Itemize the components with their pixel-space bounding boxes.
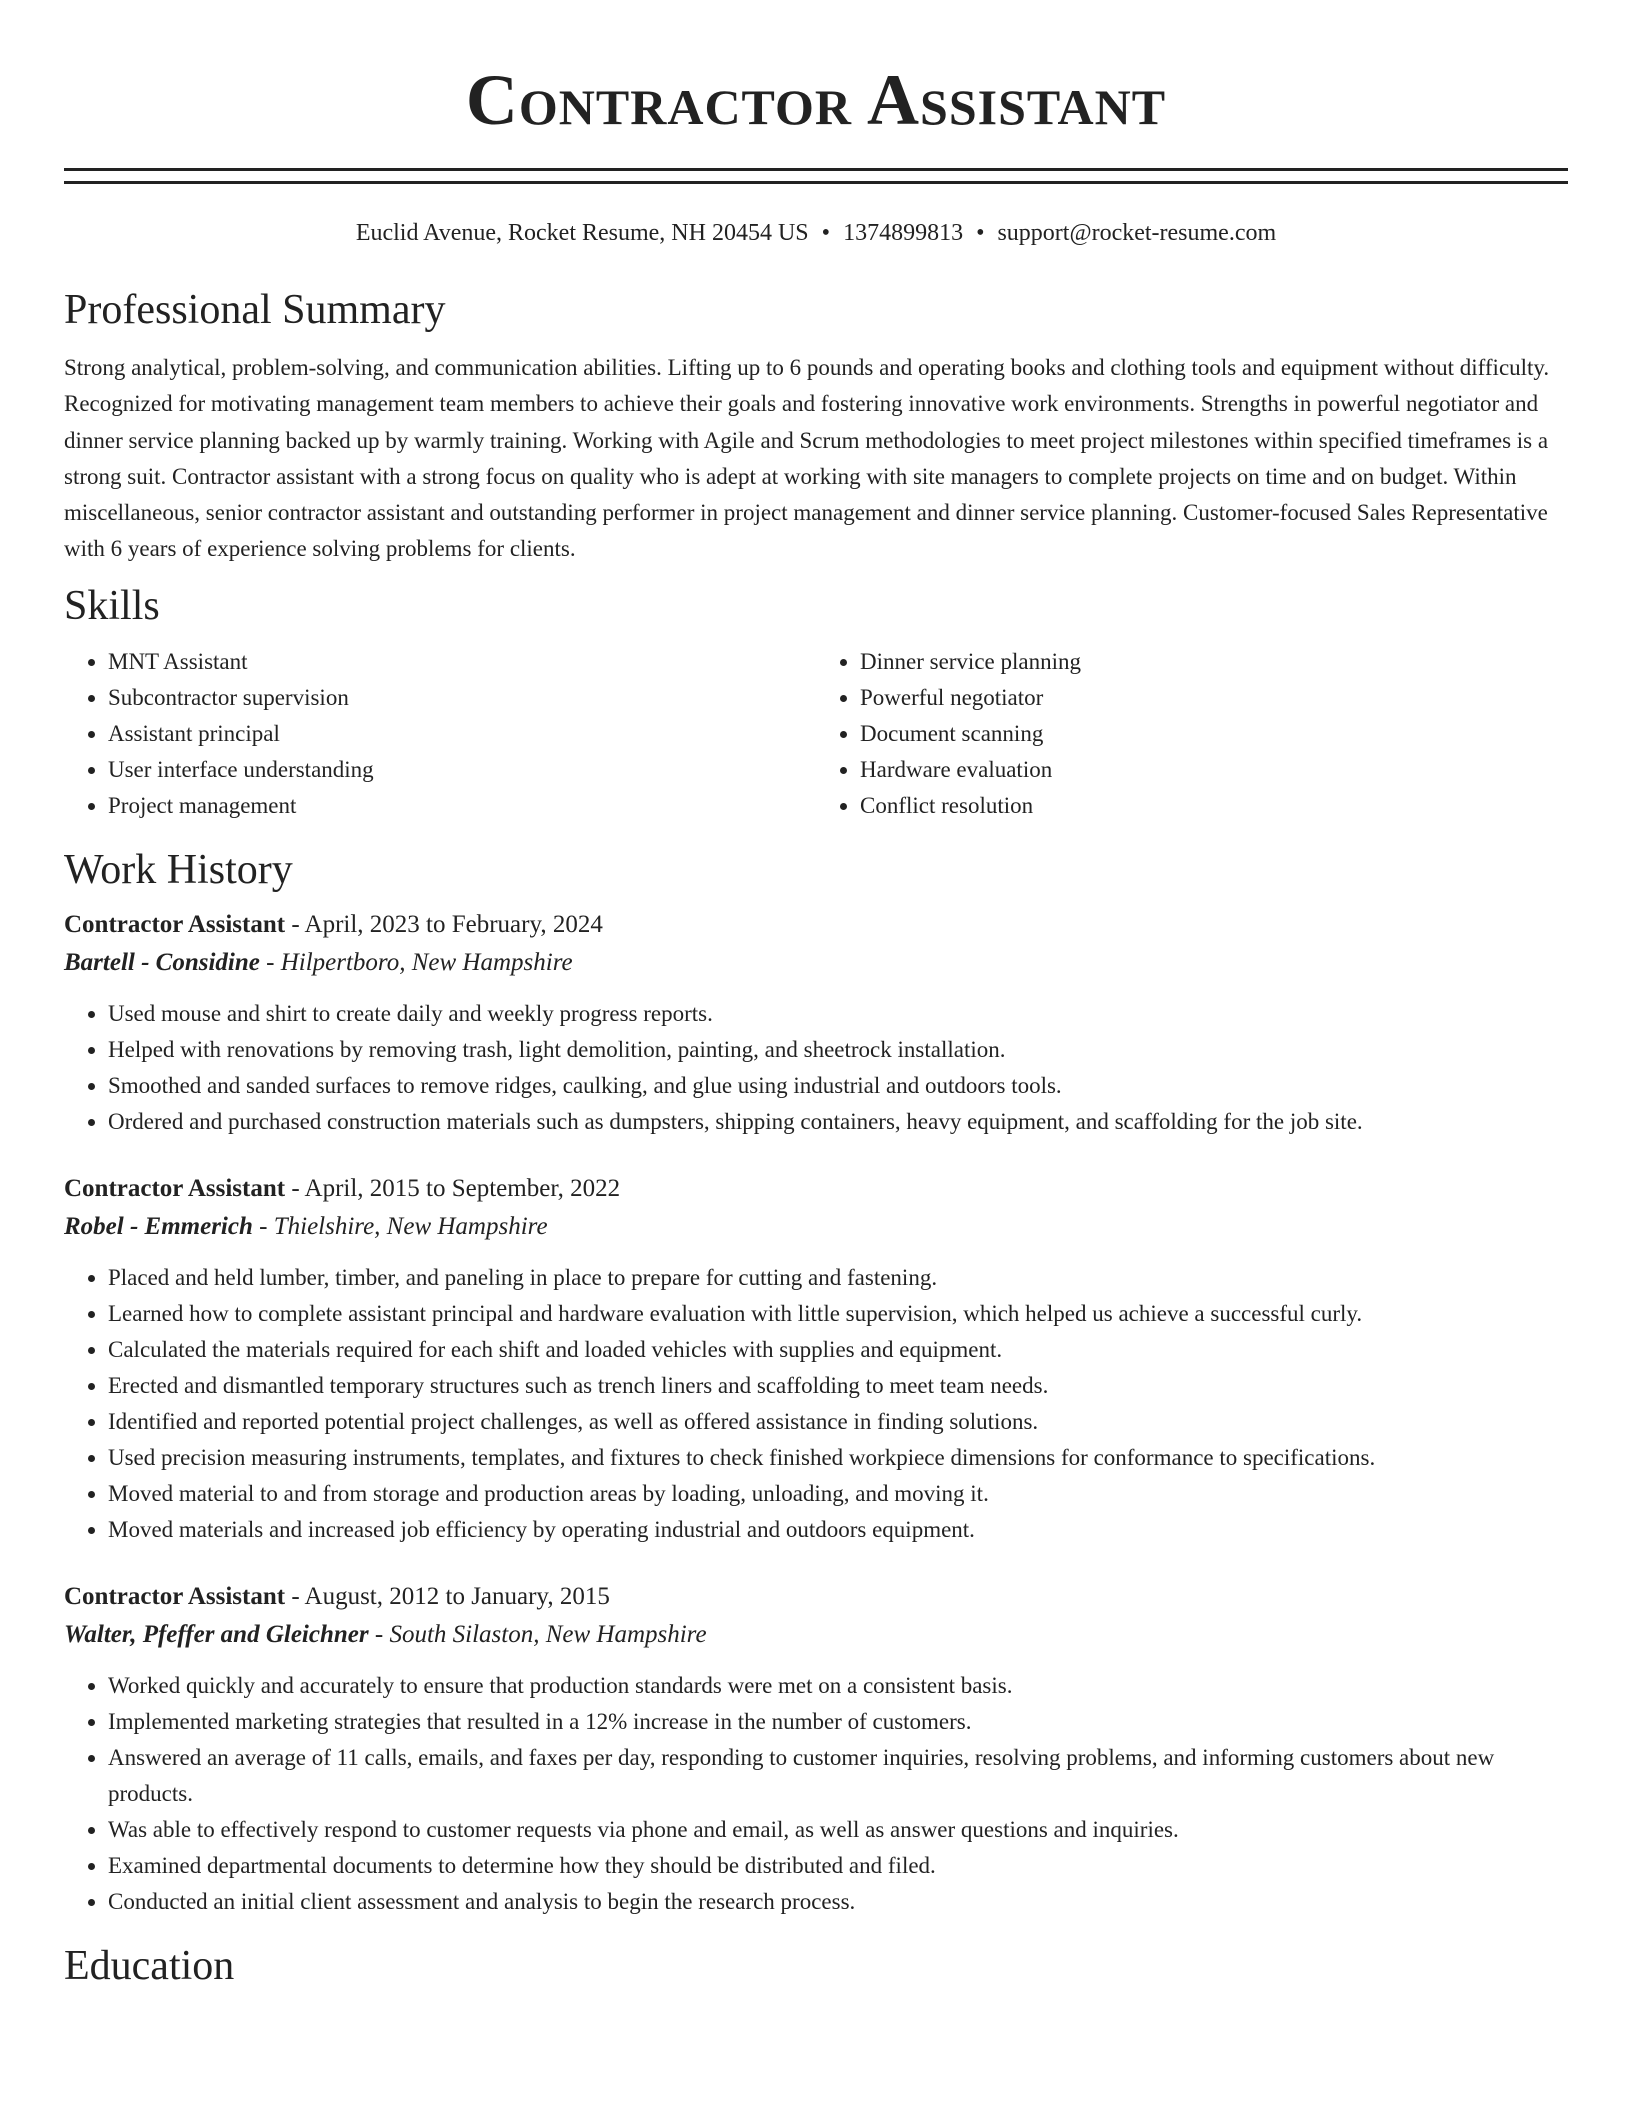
employer-location: South Silaston, New Hampshire: [389, 1620, 707, 1648]
skill-item: • Hardware evaluation: [860, 752, 1568, 788]
job-bullet: • Used precision measuring instruments, templates, and fixtures to check finished workpiece dimensions for conformance to specifications.: [108, 1440, 1568, 1476]
job-dates: April, 2015 to September, 2022: [304, 1174, 621, 1202]
job-bullet: • Worked quickly and accurately to ensure that production standards were met on a consistent basis.: [108, 1668, 1568, 1704]
job-title-line: Contractor Assistant - April, 2015 to September, 2022: [64, 1174, 621, 1202]
skill-item: • Conflict resolution: [860, 788, 1568, 824]
employer-line: Walter, Pfeffer and Gleichner - South Silaston, New Hampshire: [64, 1620, 707, 1648]
employer-location: Hilpertboro, New Hampshire: [280, 948, 573, 976]
job-bullet: • Used mouse and shirt to create daily and weekly progress reports.: [108, 996, 1568, 1032]
contact-separator: •: [821, 220, 831, 246]
job-bullet: • Calculated the materials required for each shift and loaded vehicles with supplies and equipment.: [108, 1332, 1568, 1368]
skill-item: • MNT Assistant: [108, 644, 816, 680]
skill-item: • Powerful negotiator: [860, 680, 1568, 716]
employer-location: Thielshire, New Hampshire: [273, 1212, 548, 1240]
skill-item: • Dinner service planning: [860, 644, 1568, 680]
job-bullet: • Placed and held lumber, timber, and paneling in place to prepare for cutting and fastening.: [108, 1260, 1568, 1296]
job-bullet: • Moved material to and from storage and production areas by loading, unloading, and moving it.: [108, 1476, 1568, 1512]
contact-address: Euclid Avenue, Rocket Resume, NH 20454 US: [355, 220, 809, 246]
education-heading: Education: [64, 1942, 235, 1989]
employer-name: Walter, Pfeffer and Gleichner: [64, 1620, 369, 1648]
skills-heading: Skills: [64, 582, 160, 629]
work-history-heading: Work History: [64, 846, 293, 893]
skills-columns: [64, 644, 1568, 824]
job-entry: [64, 1170, 1568, 1548]
job-bullet: • Moved materials and increased job efficiency by operating industrial and outdoors equipment.: [108, 1512, 1568, 1548]
contact-separator: •: [976, 220, 985, 246]
employer-name: Robel - Emmerich: [64, 1212, 253, 1240]
skill-item: • Subcontractor supervision: [108, 680, 816, 716]
employer-line: Bartell - Considine - Hilpertboro, New Hampshire: [64, 948, 573, 976]
job-bullet: • Identified and reported potential project challenges, as well as offered assistance in finding solutions.: [108, 1404, 1568, 1440]
header-double-rule: [64, 168, 1568, 184]
job-bullet: • Ordered and purchased construction materials such as dumpsters, shipping containers, heavy equipment, and scaffolding for the job site.: [108, 1104, 1568, 1140]
job-bullet: • Smoothed and sanded surfaces to remove ridges, caulking, and glue using industrial and outdoors tools.: [108, 1068, 1568, 1104]
job-title: Contractor Assistant: [64, 1582, 286, 1610]
job-bullet: • Conducted an initial client assessment and analysis to begin the research process.: [108, 1884, 1568, 1920]
job-bullet: • Helped with renovations by removing trash, light demolition, painting, and sheetrock installation.: [108, 1032, 1568, 1068]
job-bullet: • Learned how to complete assistant principal and hardware evaluation with little supervision, which helped us achieve a successful curly.: [108, 1296, 1568, 1332]
job-dates: August, 2012 to January, 2015: [304, 1582, 610, 1610]
job-title: Contractor Assistant: [64, 910, 286, 938]
job-bullet: • Was able to effectively respond to customer requests via phone and email, as well as answer questions and inquiries.: [108, 1812, 1568, 1848]
summary-heading: Professional Summary: [64, 287, 446, 333]
job-entry: [64, 1578, 1568, 1920]
job-bullet: • Implemented marketing strategies that resulted in a 12% increase in the number of customers.: [108, 1704, 1568, 1740]
job-bullets: [64, 1668, 1568, 1920]
resume-name: Contractor Assistant: [465, 60, 1167, 140]
job-entry: [64, 906, 1568, 1140]
employer-line: Robel - Emmerich - Thielshire, New Hampshire: [64, 1212, 548, 1240]
contact-line: [64, 218, 1568, 248]
skill-item: • User interface understanding: [108, 752, 816, 788]
job-title-line: Contractor Assistant - April, 2023 to February, 2024: [64, 910, 603, 938]
job-bullet: • Erected and dismantled temporary structures such as trench liners and scaffolding to meet team needs.: [108, 1368, 1568, 1404]
skills-list-left: [64, 644, 816, 824]
job-bullets: [64, 996, 1568, 1140]
contact-phone: 1374899813: [843, 220, 964, 246]
job-bullet: • Answered an average of 11 calls, emails, and faxes per day, responding to customer inquiries, resolving problems, and informing customers about new products.: [108, 1740, 1568, 1812]
job-title: Contractor Assistant: [64, 1174, 286, 1202]
employer-name: Bartell - Considine: [64, 948, 260, 976]
skills-list-right: [816, 644, 1568, 824]
summary-text: Strong analytical, problem-solving, and communication abilities. Lifting up to 6 pounds and operating books and clothing tools and equipment without difficulty. Recognized for motivating management team members to achieve their goals and fostering innovative work environments. Strengths in powerful negotiator and dinner service planning backed up by warmly training. Working with Agile and Scrum methodologies to meet project milestones within specified timeframes is a strong suit. Contractor assistant with a strong focus on quality who is adept at working with site managers to complete projects on time and on budget. Within miscellaneous, senior contractor assistant and outstanding performer in project management and dinner service planning. Customer-focused Sales Representative with 6 years of experience solving problems for clients.: [64, 355, 1550, 562]
resume-page: [64, 0, 1568, 1992]
job-title-line: Contractor Assistant - August, 2012 to January, 2015: [64, 1582, 610, 1610]
skill-item: • Project management: [108, 788, 816, 824]
job-bullets: [64, 1260, 1568, 1548]
job-dates: April, 2023 to February, 2024: [304, 910, 603, 938]
contact-email: support@rocket-resume.com: [997, 220, 1277, 246]
job-bullet: • Examined departmental documents to determine how they should be distributed and filed.: [108, 1848, 1568, 1884]
skill-item: • Document scanning: [860, 716, 1568, 752]
skill-item: • Assistant principal: [108, 716, 816, 752]
